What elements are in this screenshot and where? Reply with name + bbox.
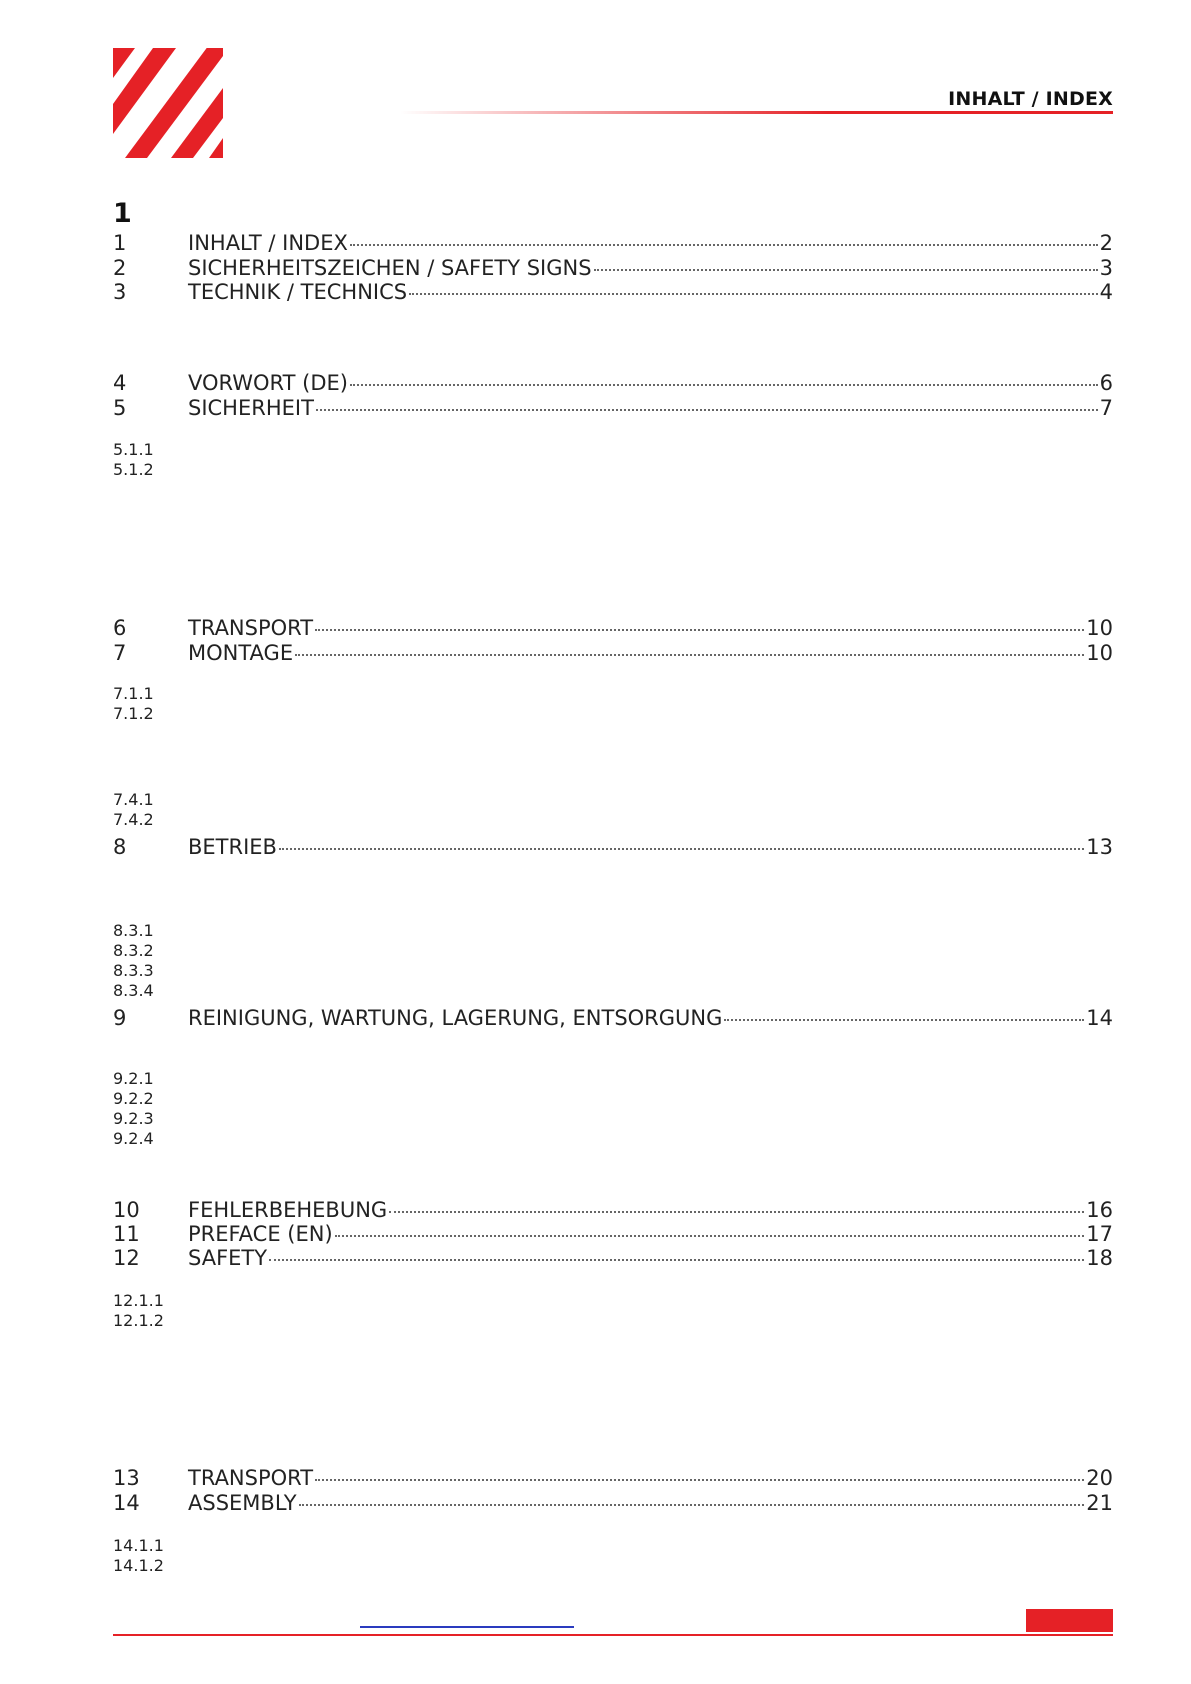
toc-entry-title: BETRIEB	[188, 835, 277, 859]
footer-divider	[113, 1634, 1113, 1636]
toc-entry-title: VORWORT (DE)	[188, 371, 348, 395]
toc-subsection-number[interactable]: 7.4.2	[113, 810, 154, 829]
toc-entry[interactable]	[113, 255, 1113, 281]
toc-entry[interactable]	[113, 395, 1113, 421]
toc-entry[interactable]	[113, 230, 1113, 256]
toc-entry-page: 6	[1099, 371, 1113, 395]
page-header-title: INHALT / INDEX	[948, 88, 1113, 110]
toc-entry[interactable]	[113, 1245, 1113, 1271]
toc-dot-leader	[299, 1504, 1085, 1506]
toc-dot-leader	[316, 409, 1098, 411]
toc-entry-title: SICHERHEITSZEICHEN / SAFETY SIGNS	[188, 256, 592, 280]
toc-subsection-number[interactable]: 8.3.3	[113, 961, 154, 980]
toc-dot-leader	[409, 293, 1098, 295]
toc-dot-leader	[295, 654, 1084, 656]
toc-entry-number: 4	[113, 371, 127, 395]
toc-entry-page: 10	[1086, 616, 1113, 640]
toc-entry-title: TECHNIK / TECHNICS	[188, 280, 408, 304]
toc-subsection-number[interactable]: 5.1.1	[113, 440, 154, 459]
toc-entry-number: 14	[113, 1491, 140, 1515]
toc-dot-leader	[389, 1211, 1084, 1213]
section-heading: 1	[113, 198, 132, 229]
toc-subsection-number[interactable]: 7.1.1	[113, 684, 154, 703]
toc-dot-leader	[350, 244, 1098, 246]
toc-entry[interactable]	[113, 1465, 1113, 1491]
toc-dot-leader	[279, 848, 1084, 850]
toc-entry-title: ASSEMBLY	[188, 1491, 297, 1515]
toc-dot-leader	[594, 269, 1098, 271]
toc-entry-number: 5	[113, 396, 127, 420]
toc-entry-title: MONTAGE	[188, 641, 294, 665]
toc-entry-number: 6	[113, 616, 127, 640]
toc-subsection-number[interactable]: 7.4.1	[113, 790, 154, 809]
toc-subsection-number[interactable]: 9.2.3	[113, 1109, 154, 1128]
toc-entry-page: 4	[1099, 280, 1113, 304]
header-divider	[400, 111, 1113, 114]
toc-entry-page: 3	[1099, 256, 1113, 280]
footer-accent-block	[1026, 1609, 1113, 1632]
toc-entry-number: 3	[113, 280, 127, 304]
toc-subsection-number[interactable]: 5.1.2	[113, 460, 154, 479]
toc-entry-number: 2	[113, 256, 127, 280]
toc-entry[interactable]	[113, 1197, 1113, 1223]
toc-entry[interactable]	[113, 640, 1113, 666]
toc-subsection-number[interactable]: 9.2.2	[113, 1089, 154, 1108]
toc-entry-number: 1	[113, 231, 127, 255]
toc-entry[interactable]	[113, 834, 1113, 860]
brand-logo	[113, 48, 223, 158]
toc-entry-number: 9	[113, 1006, 127, 1030]
toc-entry-title: PREFACE (EN)	[188, 1222, 333, 1246]
toc-entry-title: SICHERHEIT	[188, 396, 314, 420]
toc-entry[interactable]	[113, 279, 1113, 305]
toc-entry-title: SAFETY	[188, 1246, 268, 1270]
toc-entry-page: 17	[1086, 1222, 1113, 1246]
toc-subsection-number[interactable]: 14.1.2	[113, 1556, 164, 1575]
toc-entry-number: 8	[113, 835, 127, 859]
toc-entry-page: 20	[1086, 1466, 1113, 1490]
toc-entry-number: 12	[113, 1246, 140, 1270]
toc-entry[interactable]	[113, 615, 1113, 641]
toc-dot-leader	[269, 1259, 1084, 1261]
toc-subsection-number[interactable]: 12.1.2	[113, 1311, 164, 1330]
toc-entry-page: 14	[1086, 1006, 1113, 1030]
toc-dot-leader	[315, 629, 1084, 631]
toc-subsection-number[interactable]: 9.2.1	[113, 1069, 154, 1088]
toc-entry-title: INHALT / INDEX	[188, 231, 348, 255]
footer-link[interactable]	[360, 1626, 574, 1628]
toc-dot-leader	[724, 1019, 1084, 1021]
toc-entry[interactable]	[113, 1490, 1113, 1516]
toc-subsection-number[interactable]: 8.3.1	[113, 921, 154, 940]
toc-entry-number: 7	[113, 641, 127, 665]
toc-dot-leader	[350, 384, 1098, 386]
toc-entry-title: TRANSPORT	[188, 616, 314, 640]
toc-entry-page: 16	[1086, 1198, 1113, 1222]
toc-entry-title: FEHLERBEHEBUNG	[188, 1198, 388, 1222]
toc-subsection-number[interactable]: 9.2.4	[113, 1129, 154, 1148]
toc-entry-page: 10	[1086, 641, 1113, 665]
toc-subsection-number[interactable]: 7.1.2	[113, 704, 154, 723]
toc-entry-title: REINIGUNG, WARTUNG, LAGERUNG, ENTSORGUNG	[188, 1006, 723, 1030]
toc-dot-leader	[335, 1235, 1085, 1237]
toc-entry-page: 2	[1099, 231, 1113, 255]
toc-dot-leader	[315, 1479, 1084, 1481]
toc-entry[interactable]	[113, 1221, 1113, 1247]
toc-entry-number: 13	[113, 1466, 140, 1490]
toc-entry-page: 18	[1086, 1246, 1113, 1270]
toc-entry-number: 10	[113, 1198, 140, 1222]
toc-entry[interactable]	[113, 370, 1113, 396]
toc-entry-number: 11	[113, 1222, 140, 1246]
toc-entry[interactable]	[113, 1005, 1113, 1031]
toc-entry-page: 13	[1086, 835, 1113, 859]
toc-entry-page: 21	[1086, 1491, 1113, 1515]
toc-subsection-number[interactable]: 8.3.2	[113, 941, 154, 960]
toc-subsection-number[interactable]: 12.1.1	[113, 1291, 164, 1310]
toc-entry-page: 7	[1099, 396, 1113, 420]
toc-subsection-number[interactable]: 14.1.1	[113, 1536, 164, 1555]
toc-subsection-number[interactable]: 8.3.4	[113, 981, 154, 1000]
toc-entry-title: TRANSPORT	[188, 1466, 314, 1490]
